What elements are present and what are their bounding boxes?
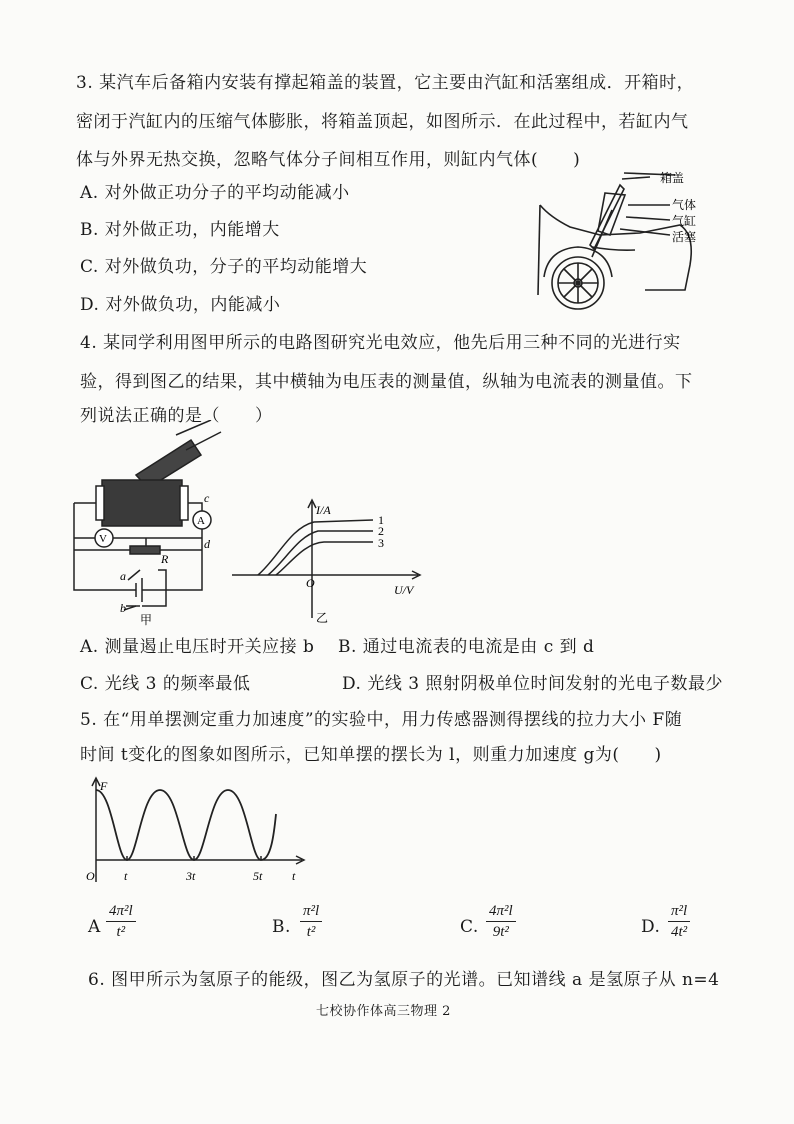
q5-option-d-letter: D. (641, 917, 661, 937)
curve-1-label: 1 (378, 513, 384, 527)
q4-stem-line1: 4. 某同学利用图甲所示的电路图研究光电效应，他先后用三种不同的光进行实 (80, 333, 681, 353)
q3-stem-line3: 体与外界无热交换，忽略气体分子间相互作用，则缸内气体( ) (76, 150, 581, 170)
q3-option-d: D. 对外做负功，内能减小 (80, 295, 281, 315)
tick-t: t (124, 869, 128, 883)
q5-option-b-letter: B. (272, 917, 291, 937)
q5-option-c-letter: C. (460, 917, 479, 937)
q4-option-a: A. 测量遏止电压时开关应接 b (80, 637, 315, 657)
q3-stem-line2: 密闭于汽缸内的压缩气体膨胀，将箱盖顶起，如图所示．在此过程中，若缸内气 (76, 112, 689, 132)
label-lid: 箱盖 (660, 171, 685, 185)
caption-jia: 甲 (140, 613, 153, 627)
q5-stem-line2: 时间 t变化的图象如图所示，已知单摆的摆长为 l，则重力加速度 g为( ) (80, 745, 662, 765)
voltmeter-label: V (99, 533, 107, 545)
q5-option-d-fraction (668, 903, 690, 941)
page-footer: 七校协作体高三物理 2 (316, 1004, 451, 1019)
label-cylinder: 气缸 (672, 214, 697, 228)
tick-3t: 3t (186, 869, 196, 883)
q3-option-c: C. 对外做负功，分子的平均动能增大 (80, 257, 368, 277)
q3-option-b: B. 对外做正功，内能增大 (80, 220, 280, 240)
q5-option-b-num: π²l (300, 903, 322, 922)
rheostat-label: R (161, 552, 169, 566)
point-d: d (204, 537, 210, 551)
q5-stem-line1: 5. 在“用单摆测定重力加速度”的实验中，用力传感器测得摆线的拉力大小 F随 (80, 710, 683, 730)
label-gas: 气体 (672, 198, 697, 212)
point-c: c (204, 491, 210, 505)
caption-yi: 乙 (316, 611, 329, 625)
graph-origin: O (306, 576, 315, 590)
q5-option-c-num: 4π²l (486, 903, 516, 922)
q5-option-c-fraction (486, 903, 516, 941)
graph-xlabel: U/V (394, 583, 414, 597)
ammeter-label: A (197, 515, 205, 527)
q5-option-c-den: 9t² (492, 924, 509, 940)
circuit-figure-jia (66, 420, 226, 630)
q5-option-d-num: π²l (668, 903, 690, 922)
tick-5t: 5t (253, 869, 263, 883)
q3-option-a: A. 对外做正功分子的平均动能减小 (80, 183, 350, 203)
q5-option-a-num: 4π²l (106, 903, 136, 922)
f-axis-label: F (100, 779, 108, 793)
q6-stem-line1: 6. 图甲所示为氢原子的能级，图乙为氢原子的光谱。已知谱线 a 是氢原子从 n=4 (88, 970, 720, 990)
q4-option-b: B. 通过电流表的电流是由 c 到 d (338, 637, 595, 657)
q5-option-a-den: t² (116, 924, 126, 940)
curve-2-label: 2 (378, 524, 384, 538)
f-origin: O (86, 869, 95, 883)
q4-stem-line3: 列说法正确的是（ ） (80, 406, 273, 426)
q5-option-b-fraction (300, 903, 322, 941)
q5-option-a-letter: A (88, 917, 101, 937)
graph-ylabel: I/A (316, 503, 331, 517)
q3-stem-line1: 3. 某汽车后备箱内安装有撑起箱盖的装置，它主要由汽缸和活塞组成．开箱时， (76, 73, 695, 93)
force-time-graph (82, 774, 312, 890)
q4-stem-line2: 验，得到图乙的结果，其中横轴为电压表的测量值，纵轴为电流表的测量值。下 (80, 372, 693, 392)
switch-a: a (120, 569, 126, 583)
q4-option-c: C. 光线 3 的频率最低 (80, 674, 251, 694)
q5-option-d-den: 4t² (671, 924, 688, 940)
curve-3-label: 3 (378, 536, 384, 550)
label-piston: 活塞 (672, 230, 697, 244)
iu-graph-yi (228, 498, 428, 628)
q5-option-a-fraction (106, 903, 136, 941)
q5-option-b-den: t² (306, 924, 316, 940)
car-trunk-figure (530, 165, 740, 325)
q4-option-d: D. 光线 3 照射阴极单位时间发射的光电子数最少 (342, 674, 723, 694)
switch-b: b (120, 601, 126, 615)
t-axis-label: t (292, 869, 296, 883)
